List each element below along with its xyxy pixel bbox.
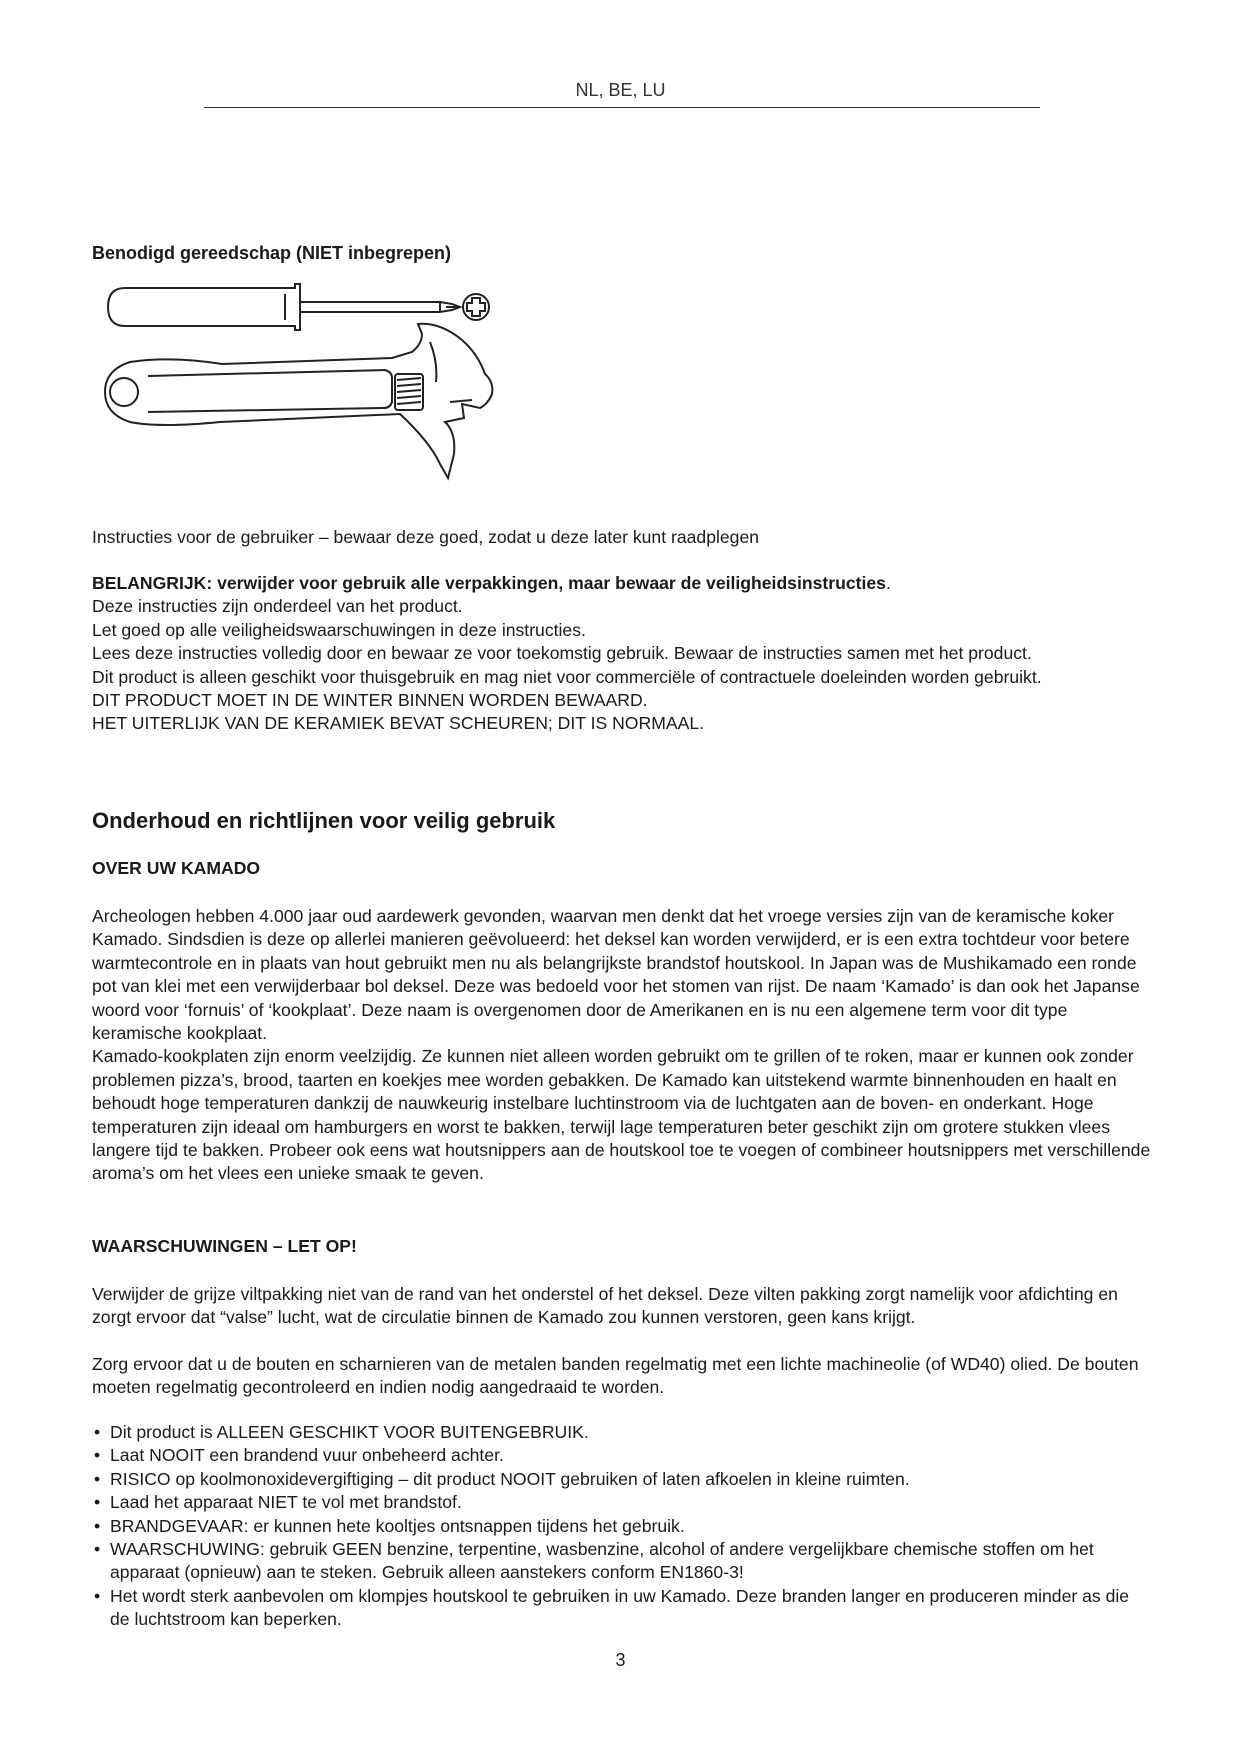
adjustable-wrench-icon bbox=[105, 324, 492, 478]
list-item: • BRANDGEVAAR: er kunnen hete kooltjes ontsnappen tijdens het gebruik. bbox=[92, 1515, 1152, 1538]
tools-illustration bbox=[100, 282, 560, 502]
important-heading bbox=[92, 572, 1152, 595]
bullet-icon: • bbox=[94, 1445, 101, 1466]
important-block bbox=[92, 572, 1152, 736]
screwdriver-icon bbox=[108, 284, 489, 330]
important-bold: BELANGRIJK: verwijder voor gebruik alle verpakkingen, maar bewaar de veiligheidsinstructies bbox=[92, 573, 886, 593]
important-line: Dit product is alleen geschikt voor thuisgebruik en mag niet voor commerciële of contractuele doeleinden worden gebruikt. bbox=[92, 666, 1042, 687]
over-paragraph: Kamado-kookplaten zijn enorm veelzijdig. Ze kunnen niet alleen worden gebruikt om te grillen of te roken, maar er kunnen ook zonder problemen pizza’s, brood, taarten en koekjes mee worden gebakken. De Kamado kan uitstekend warmte binnenhouden en haalt en behoudt hoge temperaturen dankzij de nauwkeurig instelbare luchtinstroom via de luchtgaten aan de boven- en onderkant. Hoge temperaturen zijn ideaal om hamburgers en worst te bakken, terwijl lage temperaturen beter geschikt zijn om grotere stukken vlees langere tijd te bakken. Probeer ook eens wat houtsnippers aan de houtskool toe te voegen of combineer houtsnippers met verschillende aroma’s om het vlees een unieke smaak te geven. bbox=[92, 1046, 1151, 1184]
over-heading: OVER UW KAMADO bbox=[92, 858, 261, 878]
list-item: • Laat NOOIT een brandend vuur onbeheerd achter. bbox=[92, 1444, 1152, 1467]
bullet-icon: • bbox=[94, 1515, 101, 1536]
important-bold-end: . bbox=[885, 573, 891, 593]
important-line: Let goed op alle veiligheidswaarschuwingen in deze instructies. bbox=[92, 619, 586, 640]
important-line: DIT PRODUCT MOET IN DE WINTER BINNEN WORDEN BEWAARD. bbox=[92, 690, 648, 711]
list-item: • WAARSCHUWING: gebruik GEEN benzine, terpentine, wasbenzine, alcohol of andere vergelijkbare chemische stoffen om het apparaat (opnieuw) aan te steken. Gebruik alleen aanstekers conform EN1860-3! bbox=[94, 1539, 1094, 1583]
intro-text: Instructies voor de gebruiker – bewaar deze goed, zodat u deze later kunt raadplegen bbox=[92, 527, 760, 547]
important-line: Lees deze instructies volledig door en bewaar ze voor toekomstig gebruik. Bewaar de instructies samen met het product. bbox=[92, 643, 1032, 664]
bullet-icon: • bbox=[94, 1422, 101, 1442]
over-paragraph: Archeologen hebben 4.000 jaar oud aardewerk gevonden, waarvan men denkt dat het vroege versies zijn van de keramische koker Kamado. Sindsdien is deze op allerlei manieren geëvolueerd: het deksel kan worden verwijderd, er is een extra tochtdeur voor betere warmtecontrole en in plaats van hout gebruikt men nu als belangrijkste brandstof houtskool. In Japan was de Mushikamado een ronde pot van klei met een verwijderbaar bol deksel. Deze was bedoeld voor het stomen van rijst. De naam ‘Kamado’ is dan ook het Japanse woord voor ‘fornuis’ of ‘kookplaat’. Deze naam is overgenomen door de Amerikanen en is nu een algemene term voor dit type keramische kookplaat. bbox=[92, 906, 1140, 1044]
bullet-icon: • bbox=[94, 1468, 101, 1489]
bullet-icon: • bbox=[94, 1492, 101, 1513]
list-item: • Dit product is ALLEEN GESCHIKT VOOR BUITENGEBRUIK. bbox=[92, 1421, 1152, 1444]
warning-paragraph: Verwijder de grijze viltpakking niet van de rand van het onderstel of het deksel. Deze vilten pakking zorgt namelijk voor afdichting en zorgt ervoor dat “valse” lucht, wat de circulatie binnen de Kamado zou kunnen verstoren, geen kans krijgt. bbox=[92, 1284, 1118, 1328]
important-line: HET UITERLIJK VAN DE KERAMIEK BEVAT SCHEUREN; DIT IS NORMAAL. bbox=[92, 713, 704, 734]
warning-paragraph: Zorg ervoor dat u de bouten en scharnieren van de metalen banden regelmatig met een lichte machineolie (of WD40) olied. De bouten moeten regelmatig gecontroleerd en indien nodig aangedraaid te worden. bbox=[92, 1354, 1139, 1398]
bullet-icon: • bbox=[94, 1585, 101, 1606]
header-region: NL, BE, LU bbox=[575, 80, 666, 100]
page-number: 3 bbox=[615, 1650, 626, 1670]
list-item: • RISICO op koolmonoxidevergiftiging – dit product NOOIT gebruiken of laten afkoelen in kleine ruimten. bbox=[92, 1468, 1152, 1491]
list-item: • Het wordt sterk aanbevolen om klompjes houtskool te gebruiken in uw Kamado. Deze branden langer en produceren minder as die de luchtstroom kan beperken. bbox=[94, 1585, 1130, 1630]
over-text bbox=[92, 905, 1152, 1186]
tools-heading: Benodigd gereedschap (NIET inbegrepen) bbox=[92, 243, 452, 263]
important-line: Deze instructies zijn onderdeel van het product. bbox=[92, 596, 463, 617]
section-title: Onderhoud en richtlijnen voor veilig gebruik bbox=[92, 808, 556, 833]
header-divider bbox=[204, 107, 1040, 108]
list-item: • Laad het apparaat NIET te vol met brandstof. bbox=[92, 1491, 1152, 1514]
warnings-heading: WAARSCHUWINGEN – LET OP! bbox=[92, 1236, 357, 1256]
bullet-icon: • bbox=[94, 1539, 101, 1560]
warning-list bbox=[92, 1421, 1152, 1632]
